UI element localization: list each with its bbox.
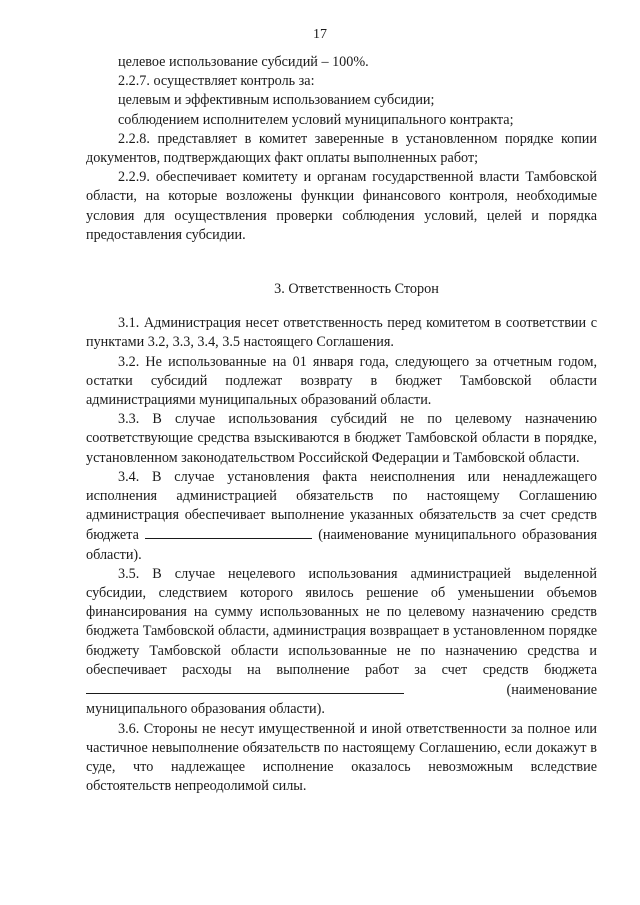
paragraph-2-2-7: 2.2.7. осуществляет контроль за: xyxy=(118,73,315,90)
paragraph-2-2-8: 2.2.8. представляет в комитет заверенные в установленном порядке копии документов, подтверждающих факт оплаты выполненных работ; xyxy=(86,130,597,167)
paragraph-3-2: 3.2. Не использованные на 01 января года, следующего за отчетным годом, остатки субсидий подлежат возврату в бюджет Тамбовской области администрациями муниципальных образований области. xyxy=(86,353,597,409)
paragraph-3-4-note: (наименование муниципального образования области). xyxy=(86,527,598,563)
section-title: 3. Ответственность Сторон xyxy=(274,281,439,298)
fill-in-blank-budget-name xyxy=(145,525,312,539)
paragraph-3-5-text: 3.5. В случае нецелевого использования администрацией выделенной субсидии, следствием которого явилось решение об уменьшении объемов финансирования на сумму использованных не по целевому назначению средств бюджета Тамбовской области, администрация возвращает в установленном порядке бюджету Тамбовской области использованные не по назначению средства и обеспечивает расходы на выполнение работ за счет средств бюджета xyxy=(86,565,597,678)
paragraph-3-3: 3.3. В случае использования субсидий не по целевому назначению соответствующие средства взыскиваются в бюджет Тамбовской области в порядке, установленном законодательством Российской Федерации и Тамбовской области. xyxy=(86,411,597,466)
fill-in-blank-budget-name-2 xyxy=(86,680,404,694)
paragraph-2-2-7-item-1: целевым и эффективным использованием субсидии; xyxy=(118,92,435,109)
paragraph-target-indicator: целевое использование субсидий – 100%. xyxy=(118,54,369,70)
paragraph-3-5-note: (наименование муниципального образования области). xyxy=(86,682,597,718)
page-number: 17 xyxy=(313,27,327,42)
paragraph-3-5 xyxy=(86,565,597,720)
paragraph-2-2-7-item-2: соблюдением исполнителем условий муниципального контракта; xyxy=(118,111,514,128)
paragraph-3-4 xyxy=(86,468,597,565)
paragraph-3-1: 3.1. Администрация несет ответственность перед комитетом в соответствии с пунктами 3.2, 3.3, 3.4, 3.5 настоящего Соглашения. xyxy=(86,315,597,351)
document-body xyxy=(86,53,597,796)
paragraph-2-2-9: 2.2.9. обеспечивает комитету и органам государственной власти Тамбовской области, на которые возложены функции финансового контроля, необходимые условия для осуществления проверки соблюдения условий, целей и порядка предоставления субсидии. xyxy=(86,169,597,243)
paragraph-3-4-text: 3.4. В случае установления факта неисполнения или ненадлежащего исполнения администрацией обязательств по настоящему Соглашению администрация обеспечивает выполнение указанных обязательств за счет средств бюджета xyxy=(86,468,597,544)
paragraph-3-6: 3.6. Стороны не несут имущественной и иной ответственности за полное или частичное невыполнение обязательств по настоящему Соглашению, если докажут в суде, что надлежащее исполнение оказалось невозможным вследствие обстоятельств непреодолимой силы. xyxy=(86,720,597,795)
